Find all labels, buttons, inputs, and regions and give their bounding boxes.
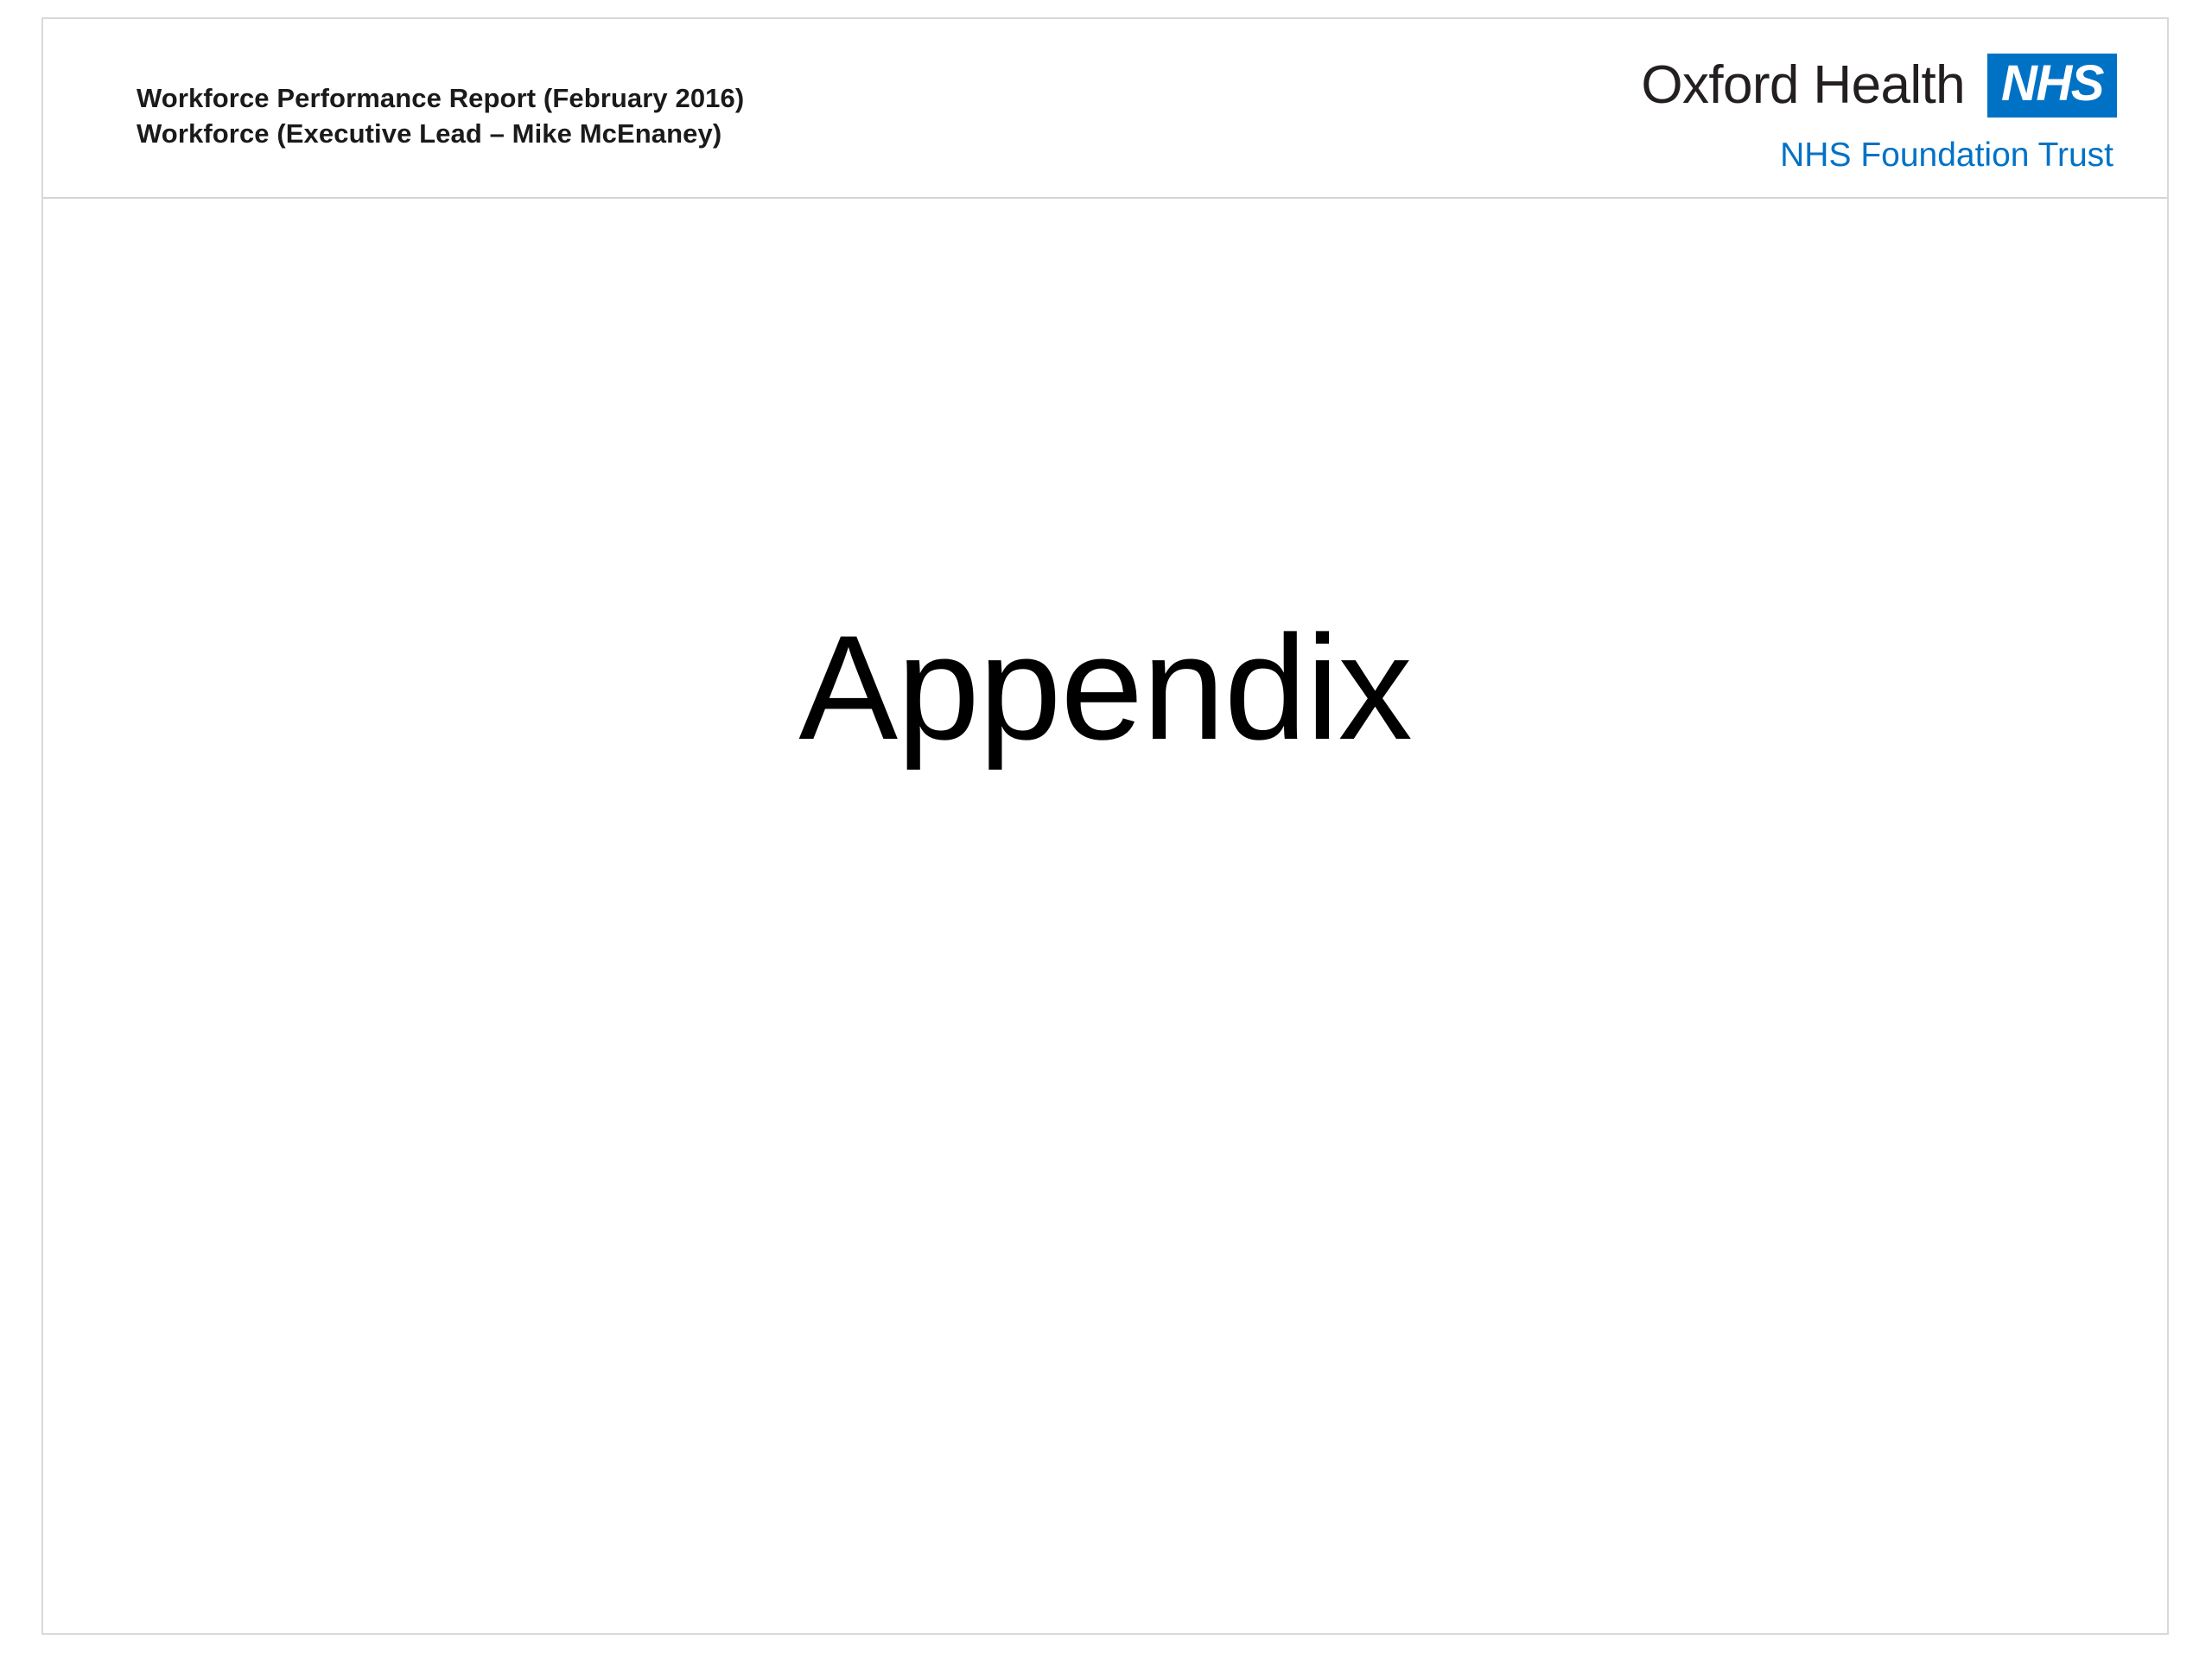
- page-title: Appendix: [798, 605, 1412, 771]
- header-title-block: [137, 81, 744, 152]
- logo-top-row: [1641, 54, 2117, 118]
- header-title-line-2: Workforce (Executive Lead – Mike McEnaney): [137, 118, 722, 149]
- slide: [41, 17, 2169, 1635]
- slide-body: [43, 199, 2167, 1633]
- nhs-logo-icon: NHS: [1987, 54, 2117, 118]
- slide-header: [43, 19, 2167, 199]
- foundation-trust-text: NHS Foundation Trust: [1780, 137, 2113, 174]
- nhs-logo: [1460, 54, 2117, 175]
- header-title-line-1: Workforce Performance Report (February 2016): [137, 83, 745, 113]
- trust-name-text: Oxford Health: [1641, 55, 1966, 115]
